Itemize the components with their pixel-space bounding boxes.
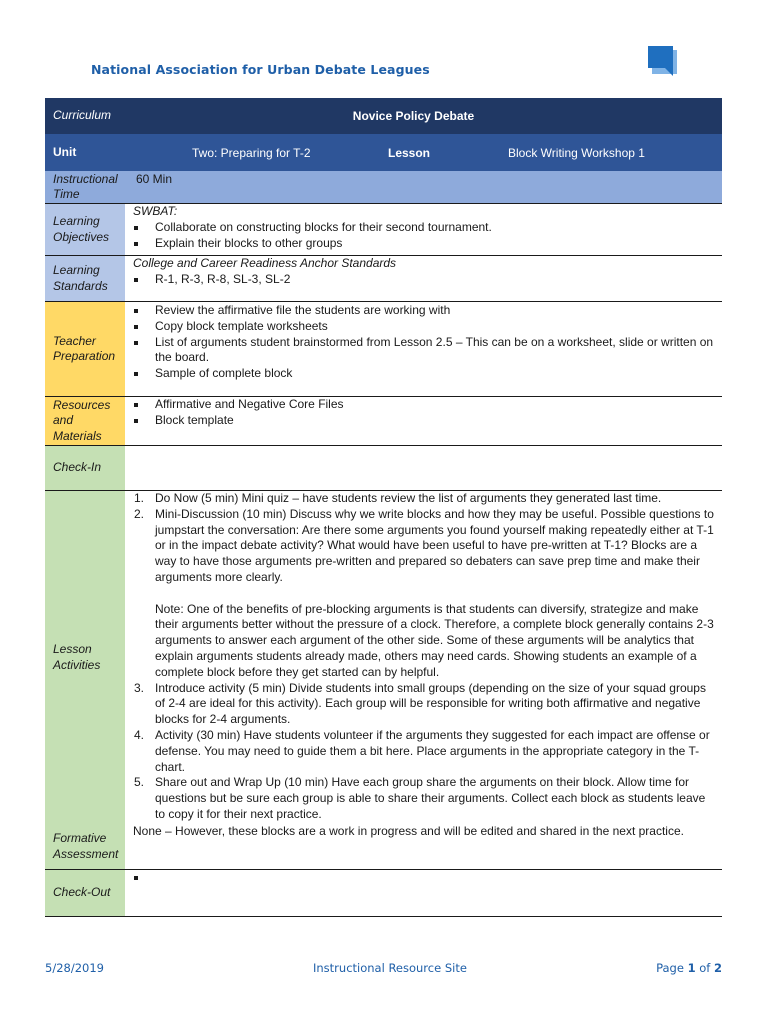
list-item: Explain their blocks to other groups	[133, 236, 718, 252]
teacher-preparation-label: Teacher Preparation	[45, 302, 125, 396]
teacher-preparation-content	[125, 302, 722, 396]
organization-title: National Association for Urban Debate Leagues	[91, 62, 430, 77]
formative-assessment-row	[45, 824, 722, 870]
list-item	[133, 775, 718, 822]
item-text: Share out and Wrap Up (10 min) Have each group share the arguments on their block. Allow time for questions but be sure each group is able to share their arguments. Collect each block as students leave to copy it for their next practice.	[155, 775, 706, 821]
instructional-time-label: Instructional Time	[45, 171, 125, 203]
list-item: Copy block template worksheets	[133, 319, 718, 335]
learning-standards-row	[45, 256, 722, 302]
of-word: of	[699, 961, 711, 975]
check-out-label: Check-Out	[45, 870, 125, 916]
item-number: 2.	[134, 506, 145, 521]
lesson-activities-content	[125, 491, 722, 824]
chat-bubble-icon	[645, 44, 679, 78]
list-item: Collaborate on constructing blocks for their second tournament.	[133, 220, 718, 236]
page-total: 2	[713, 961, 722, 975]
list-item	[133, 728, 718, 775]
item-text: Introduce activity (5 min) Divide students into small groups (depending on the size of your squad groups of 2-4 are ideal for this activity). Each group will be responsible for writing both affirmative and negative blocks for 2-4 arguments.	[155, 680, 706, 727]
list-item	[133, 507, 718, 586]
formative-assessment-content: None – However, these blocks are a work in progress and will be edited and shared in the next practice.	[133, 824, 684, 838]
learning-objectives-row	[45, 204, 722, 256]
list-item: Review the affirmative file the students are working with	[133, 303, 718, 319]
learning-objectives-label: Learning Objectives	[45, 204, 125, 255]
item-text: Mini-Discussion (10 min) Discuss why we write blocks and how they may be useful. Possible questions to jumpstart the conversation: Are there some arguments you found yourself making repeatedly either at T-1 or in the impact debate activity? What would have been useful to have pre-written at T-1? Blocks are a way to have those arguments pre-written and prepared so debaters can save prep time and make their arguments more clearly.	[155, 506, 714, 584]
check-in-label: Check-In	[45, 446, 125, 490]
unit-row	[45, 134, 722, 171]
standards-intro: College and Career Readiness Anchor Standards	[133, 256, 397, 270]
footer-date: 5/28/2019	[45, 961, 104, 975]
formative-assessment-label: Formative Assessment	[45, 824, 125, 869]
check-out-content	[125, 870, 722, 916]
list-item: R-1, R-3, R-8, SL-3, SL-2	[133, 272, 718, 288]
item-text: Do Now (5 min) Mini quiz – have students review the list of arguments they generated last time.	[155, 491, 662, 505]
standards-list	[133, 272, 718, 288]
resources-content	[125, 397, 722, 445]
page-indicator	[656, 961, 722, 975]
objectives-list	[133, 220, 718, 252]
resources-list	[133, 397, 718, 429]
curriculum-row	[45, 98, 722, 134]
item-text: Note: One of the benefits of pre-blocking arguments is that students can diversify, strategize and make their arguments better without the pressure of a clock. Therefore, a complete block generally contains 2-3 arguments to answer each argument of the other side. Some of these arguments will be analytics that explain arguments students already made, others may need cards. Showing students an example of a complete block before they get started can by helpful.	[155, 601, 714, 679]
resources-label: Resources and Materials	[45, 397, 125, 445]
list-item	[133, 491, 718, 507]
list-item: Affirmative and Negative Core Files	[133, 397, 718, 413]
curriculum-label: Curriculum	[53, 108, 112, 123]
footer-site-link[interactable]: Instructional Resource Site	[313, 961, 467, 975]
item-number: 5.	[134, 775, 145, 790]
activities-list	[133, 491, 718, 823]
item-number: 3.	[134, 680, 145, 695]
item-text: Activity (30 min) Have students volunteer if the arguments they suggested for each impact are offense or defense. You may need to guide them a bit here. Place arguments in the appropriate category in the T-chart.	[155, 727, 710, 774]
learning-standards-content	[125, 256, 722, 301]
unit-spacer	[125, 134, 192, 171]
list-item	[133, 681, 718, 728]
list-item: Block template	[133, 413, 718, 429]
unit-label: Unit	[53, 144, 77, 159]
list-item: Sample of complete block	[133, 366, 718, 382]
curriculum-title: Novice Policy Debate	[352, 109, 475, 123]
learning-objectives-content	[125, 204, 722, 255]
learning-standards-label: Learning Standards	[45, 256, 125, 301]
lesson-value: Block Writing Workshop 1	[508, 145, 645, 160]
lesson-activities-label: Lesson Activities	[45, 491, 125, 824]
item-number: 1.	[134, 491, 145, 505]
lesson-label: Lesson	[388, 145, 431, 160]
instructional-time-value: 60 Min	[136, 172, 173, 186]
lesson-activities-row	[45, 491, 722, 824]
unit-value: Two: Preparing for T-2	[192, 145, 311, 160]
lesson-plan-table	[45, 98, 722, 917]
check-in-content	[125, 446, 722, 490]
teacher-preparation-row	[45, 302, 722, 397]
list-item: List of arguments student brainstormed from Lesson 2.5 – This can be on a worksheet, slide or written on the board.	[133, 335, 718, 367]
page-number: 1	[687, 961, 696, 975]
check-out-row	[45, 870, 722, 917]
list-item	[133, 602, 718, 681]
item-number: 4.	[134, 727, 145, 742]
objectives-intro: SWBAT:	[133, 204, 178, 218]
preparation-list	[133, 303, 718, 382]
instructional-time-row	[45, 171, 722, 204]
resources-row	[45, 397, 722, 446]
check-in-row	[45, 446, 722, 491]
page-word: Page	[656, 961, 684, 975]
